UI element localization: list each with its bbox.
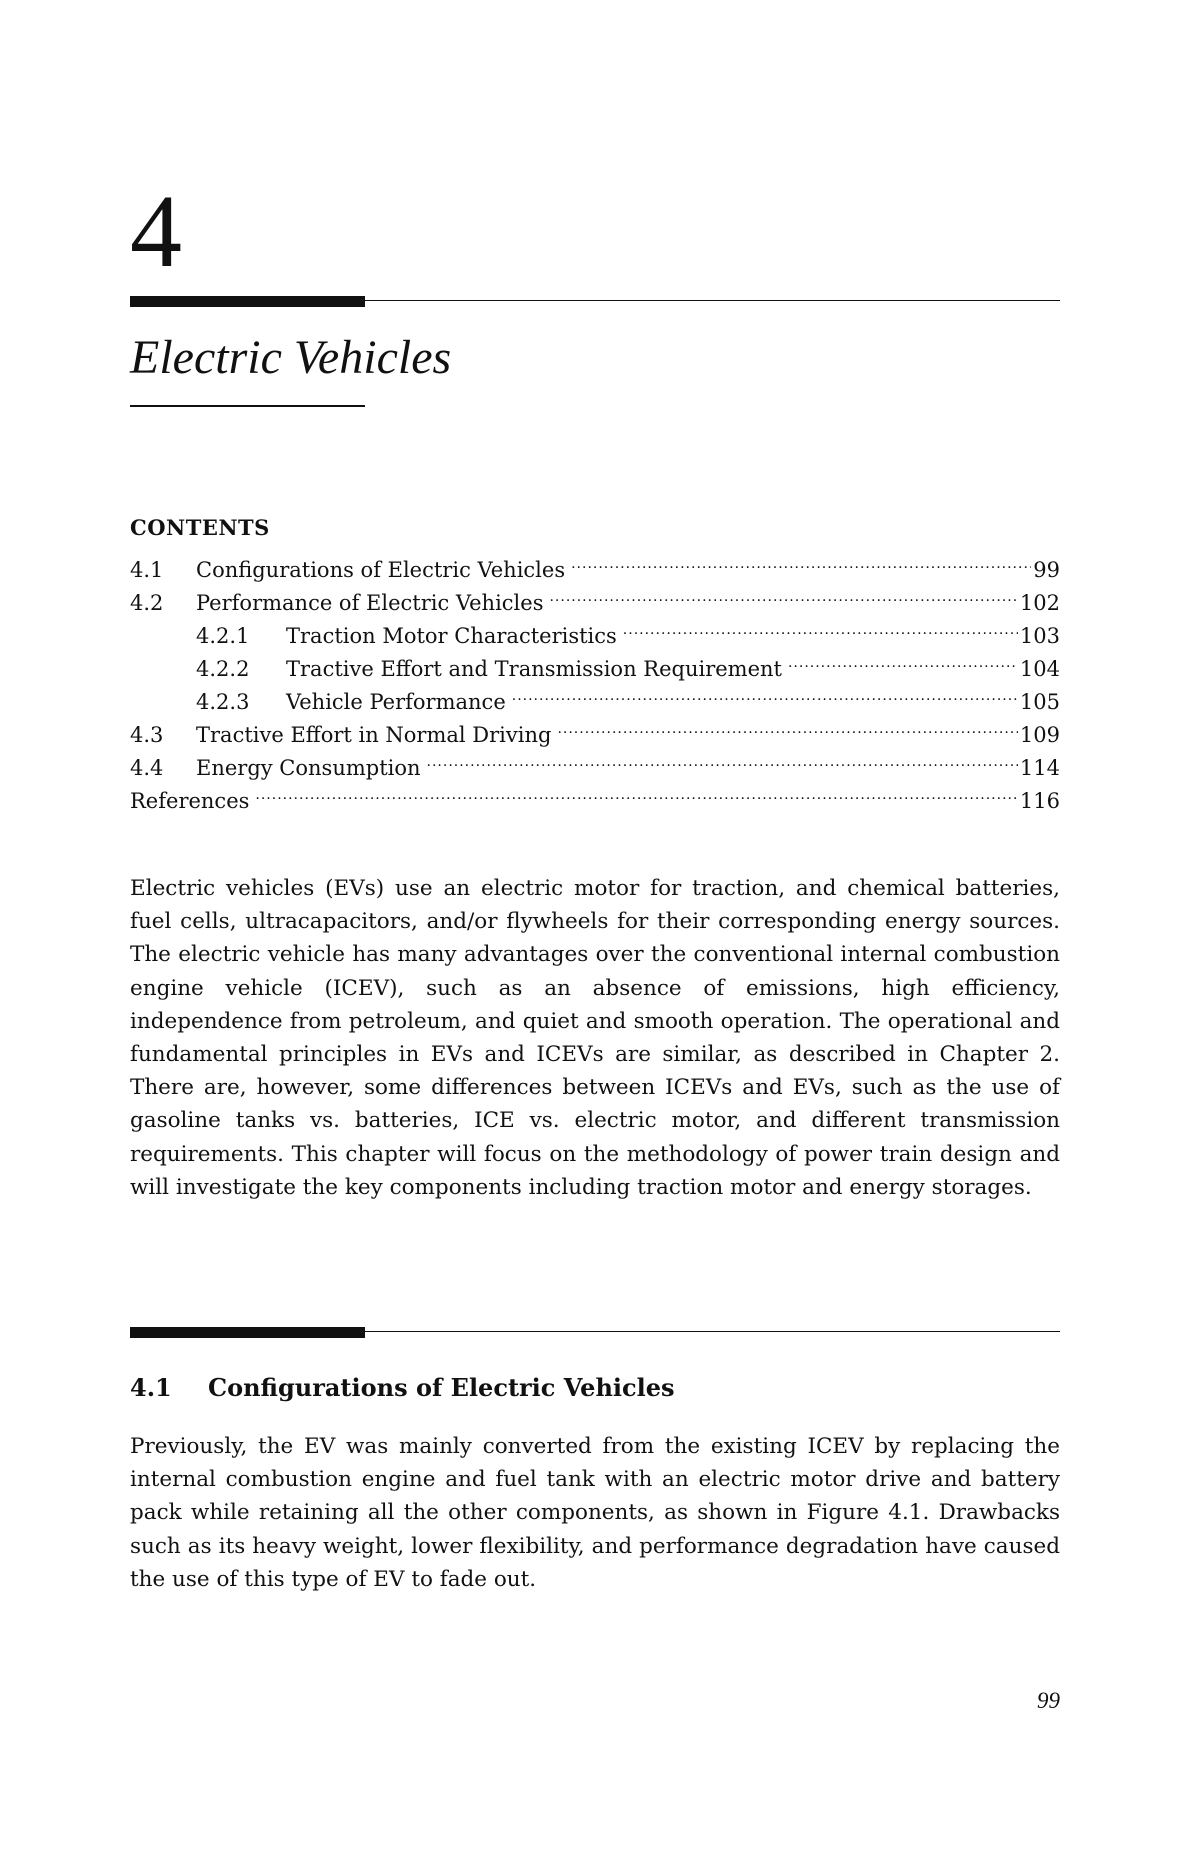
toc-entry-page: 99 <box>1033 558 1060 582</box>
chapter-title-underline <box>130 405 365 407</box>
section-heading <box>130 1373 675 1403</box>
book-page <box>130 0 1060 1850</box>
toc-entry-number: 4.3 <box>130 723 164 747</box>
toc-entry-title: Tractive Effort in Normal Driving <box>196 723 552 747</box>
section-number: 4.1 <box>130 1373 172 1402</box>
toc-entry-number: 4.2.1 <box>196 624 250 648</box>
toc-dot-leader <box>788 643 1018 676</box>
chapter-number: 4 <box>130 174 182 289</box>
toc-dot-leader <box>255 775 1018 808</box>
intro-paragraph: Electric vehicles (EVs) use an electric motor for traction, and chemical batteries, fuel cells, ultracapacitors, and/or flywheels for their corresponding energy sources. The electric vehicle has many advantages over the conventional internal combustion engine vehicle (ICEV), such as an absence of emissions, high efficiency, independence from petroleum, and quiet and smooth operation. The operational and fundamental principles in EVs and ICEVs are similar, as described in Chapter 2. There are, however, some differences between ICEVs and EVs, such as the use of gasoline tanks vs. batteries, ICE vs. electric motor, and different transmission requirements. This chapter will focus on the methodology of power train design and will investigate the key components including traction motor and energy storages. <box>130 876 1060 1200</box>
toc-entry-number: 4.2 <box>130 591 164 615</box>
toc-dot-leader <box>427 742 1018 775</box>
toc-entry-page: 102 <box>1019 591 1060 615</box>
toc-entry[interactable] <box>130 544 1060 582</box>
toc-entry-title: Tractive Effort and Transmission Requirement <box>286 657 782 681</box>
section-title: Configurations of Electric Vehicles <box>208 1373 675 1402</box>
chapter-rule-thick <box>130 296 365 307</box>
toc-entry-title: Configurations of Electric Vehicles <box>196 558 566 582</box>
section-rule-thick <box>130 1327 365 1338</box>
toc-entry-page: 104 <box>1019 657 1060 681</box>
toc-entry-title: Vehicle Performance <box>286 690 506 714</box>
section-rule-thin <box>130 1331 1060 1333</box>
toc-dot-leader <box>549 577 1017 610</box>
toc-entry-number: 4.4 <box>130 756 164 780</box>
toc-entry[interactable] <box>130 775 1060 813</box>
toc-entry-page: 116 <box>1019 789 1060 813</box>
toc-entry-page: 103 <box>1019 624 1060 648</box>
toc-entry-number: 4.1 <box>130 558 164 582</box>
toc-dot-leader <box>623 610 1018 643</box>
toc-entry-number: 4.2.2 <box>196 657 250 681</box>
toc-dot-leader <box>557 709 1017 742</box>
toc-dot-leader <box>512 676 1018 709</box>
toc-entry-number: 4.2.3 <box>196 690 250 714</box>
toc-dot-leader <box>571 544 1031 577</box>
toc-entry-title: Traction Motor Characteristics <box>286 624 617 648</box>
page-number: 99 <box>1037 1688 1060 1713</box>
chapter-title: Electric Vehicles <box>130 331 452 384</box>
table-of-contents <box>130 544 1060 813</box>
chapter-rule-thin <box>130 300 1060 302</box>
toc-entry-title: References <box>130 789 250 813</box>
toc-entry-page: 105 <box>1019 690 1060 714</box>
toc-entry-page: 109 <box>1019 723 1060 747</box>
toc-entry-page: 114 <box>1019 756 1060 780</box>
contents-heading: CONTENTS <box>130 515 270 540</box>
section-paragraph: Previously, the EV was mainly converted from the existing ICEV by replacing the internal combustion engine and fuel tank with an electric motor drive and battery pack while retaining all the other components, as shown in Figure 4.1. Drawbacks such as its heavy weight, lower flexibility, and performance degradation have caused the use of this type of EV to fade out. <box>130 1434 1060 1592</box>
toc-entry-title: Energy Consumption <box>196 756 421 780</box>
toc-entry-title: Performance of Electric Vehicles <box>196 591 544 615</box>
